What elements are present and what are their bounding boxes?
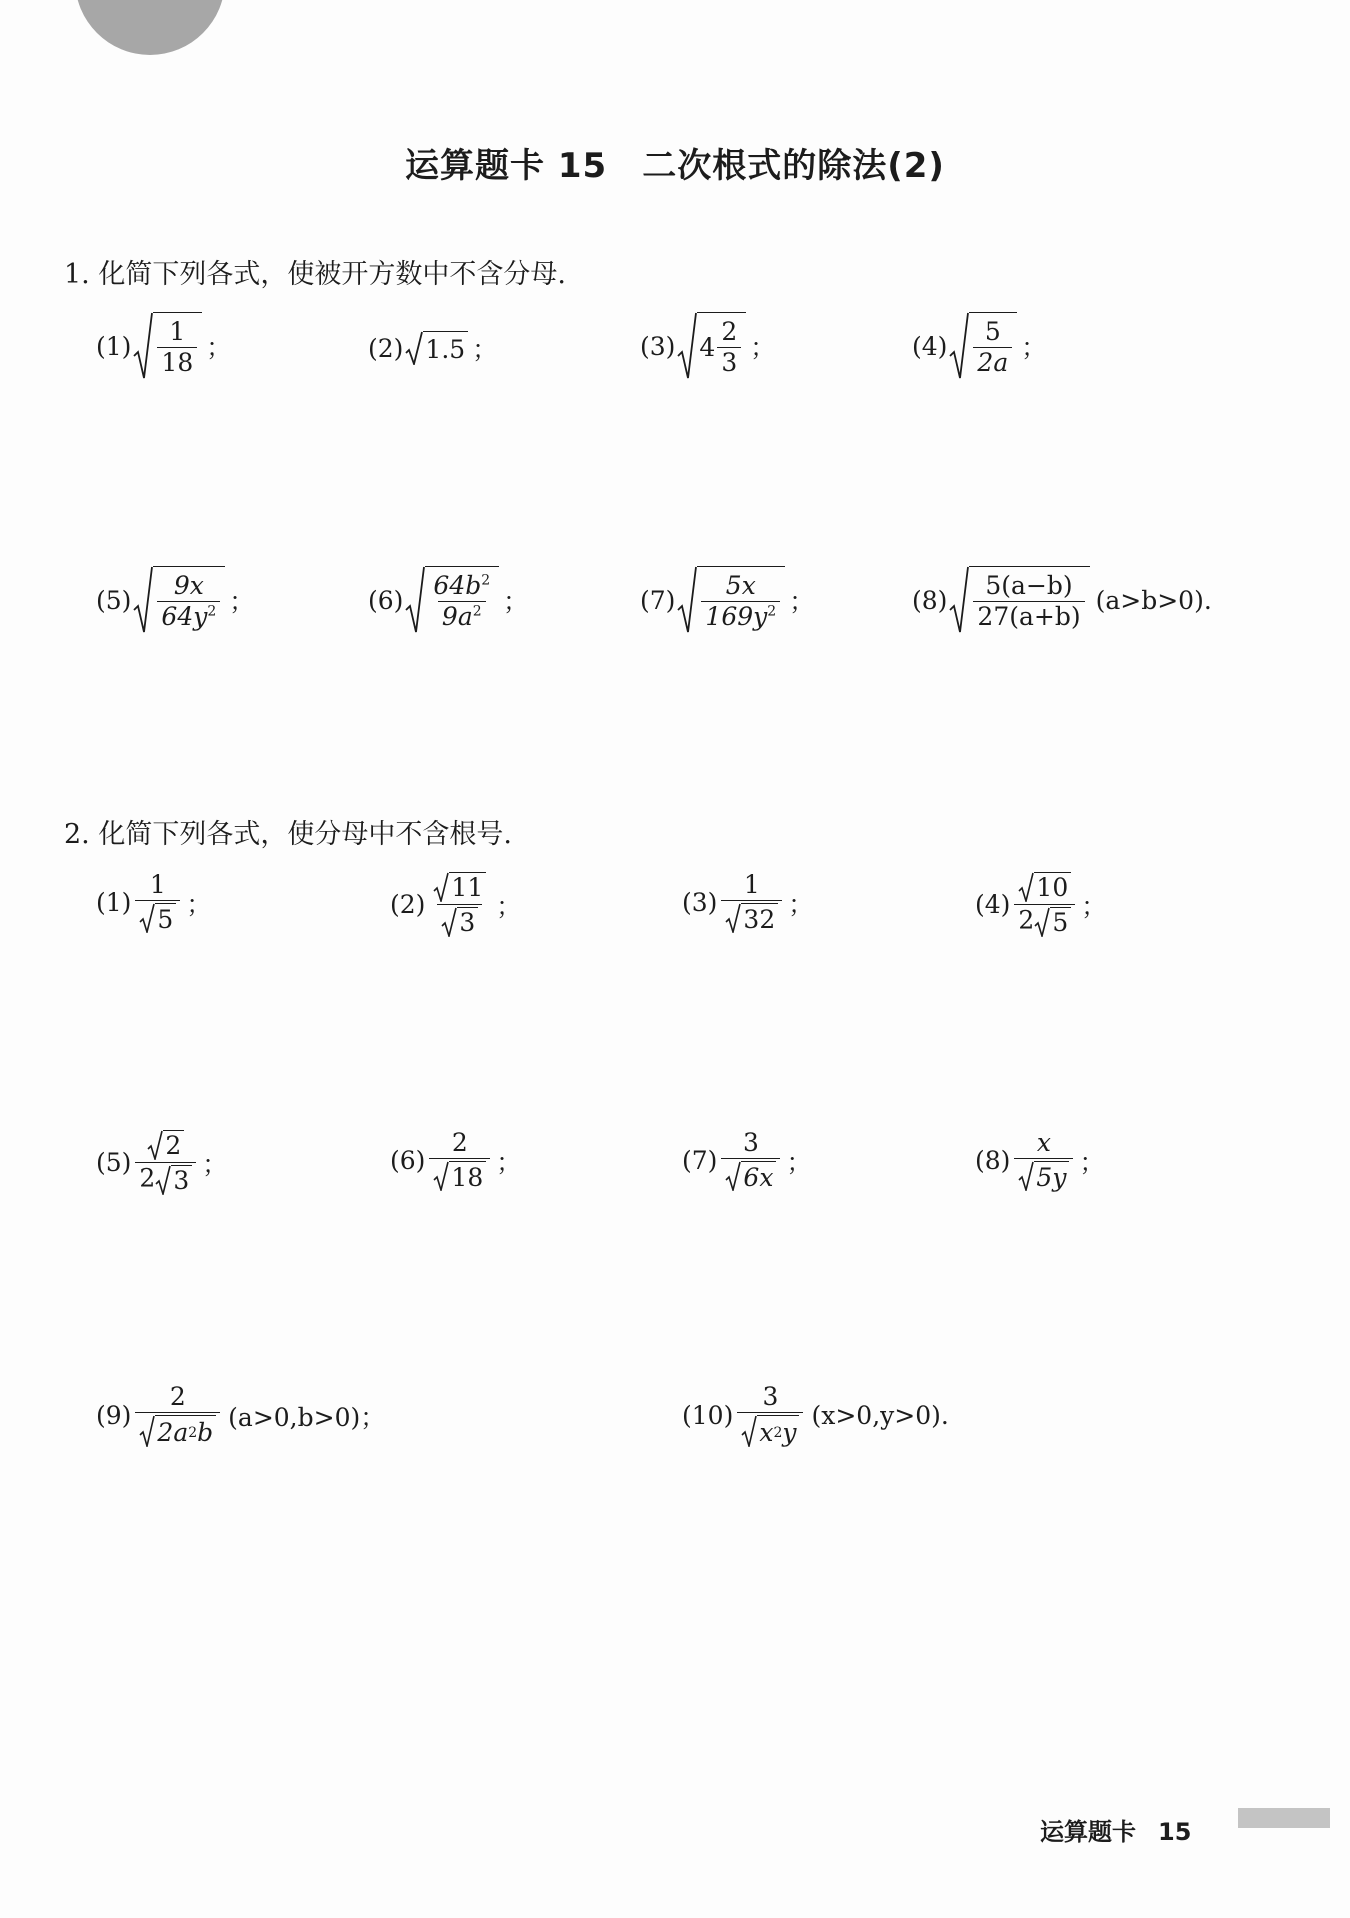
radical: 5y [1018,1161,1069,1191]
fraction: 2 2 3 [135,1130,196,1195]
problem-number: (8) [975,1146,1011,1176]
problem-number: (6) [390,1146,426,1176]
radical [949,566,1089,634]
radical: 6x [725,1161,776,1191]
section-1-heading: 1. 化简下列各式，使被开方数中不含分母. [64,259,566,290]
problem-number: (5) [96,585,132,615]
radical: 32 [725,903,778,933]
problem-2-10: (10) 3 x 2 y (x>0,y>0). [682,1382,949,1447]
problem-2-9: (9) 2 2a 2 b (a>0,b>0)； [96,1382,386,1447]
radical: 18 [433,1161,486,1191]
radical: 5 [1034,907,1071,937]
fraction: $\frac{1}{18}$ [157,319,197,377]
problem-number: (1) [96,888,132,918]
radical: 2a 2 b [139,1415,216,1447]
radical: 3 [155,1165,192,1195]
problem-2-4: (4) 10 2 5 ； [975,873,1107,938]
problem-2-5: (5) 2 2 3 ； [96,1131,228,1196]
radical [405,566,499,634]
problem-number: (3) [640,331,676,361]
problem-number: (9) [96,1401,132,1431]
problem-2-1: (1) $\frac{1}{5}$ ； [96,870,212,934]
radical: 2 [147,1130,184,1160]
fraction: 2 2a 2 b [135,1384,220,1447]
radical: x 2 y [741,1415,799,1447]
radical: 10 [1018,872,1071,902]
radical [949,312,1017,380]
problem-1-6: (6) $\frac{64b^2}{9a^2}$ ； [368,566,528,634]
page-title: 运算题卡 15 二次根式的除法(2) [405,146,945,186]
problem-2-3: (3) $\frac{1}{32}$ ； [682,870,814,934]
footer [1040,1812,1191,1847]
problem-number: (4) [912,331,948,361]
fraction [429,872,490,937]
problem-2-7: (7) $\frac{3}{6x}$ ； [682,1128,812,1192]
problem-1-1: (1) $\frac{1}{18}$ ； [96,312,231,380]
problem-number: (1) [96,331,132,361]
problem-number: (8) [912,585,948,615]
problem-number: (3) [682,888,718,918]
problem-1-7: (7) $\frac{5x}{169y^2}$ ； [640,566,814,634]
section-2-heading: 2. 化简下列各式，使分母中不含根号. [64,819,512,850]
problem-1-2: (2) 1.5 ； [368,330,497,366]
problem-number: (10) [682,1401,734,1431]
fraction: $\frac{64b^2}{9a^2}$ [433,570,491,631]
problem-2-6: (6) $\frac{2}{18}$ ； [390,1128,522,1192]
radical: 5 [139,903,176,933]
footer-label: 运算题卡 [1040,1818,1136,1846]
fraction: $\frac{1}{5}$ [135,872,180,933]
problem-number: (2) [368,333,404,363]
fraction: $\frac{3}{6x}$ [721,1130,780,1191]
edge-tab-decoration [1238,1808,1330,1828]
problem-1-3: (3) 4 $\frac{2}{3}$ ； [640,312,775,380]
corner-tab-decoration [75,0,225,55]
radical: 1.5 [405,331,468,365]
problem-2-2: (2) $\frac{11}{3}$ ； [390,873,522,938]
radical [677,566,785,634]
fraction: $\frac{5(a-b)}{27(a+b)}$ [973,573,1084,631]
radical: 3 [441,907,478,937]
radical: 11 [433,872,486,902]
problem-1-8: (8) $\frac{5(a-b)}{27(a+b)}$ (a>b>0). [912,566,1212,634]
problem-1-4: (4) $\frac{5}{2a}$ ； [912,312,1046,380]
fraction: $\frac{2}{18}$ [429,1130,490,1191]
radical: 4 $\frac{2}{3}$ [677,312,746,380]
problem-number: (4) [975,890,1011,919]
problem-number: (2) [390,890,426,919]
fraction: 3 x 2 y [737,1384,803,1447]
problem-2-8: (8) $\frac{x}{5y}$ ； [975,1128,1105,1192]
problem-1-5: (5) $\frac{9x}{64y^2}$ ； [96,566,254,634]
fraction: $\frac{1}{32}$ [721,872,782,933]
fraction: 10 2 5 [1014,872,1075,937]
fraction: $\frac{5}{2a}$ [973,319,1012,377]
fraction: $\frac{5x}{169y^2}$ [701,573,780,631]
fraction: $\frac{x}{5y}$ [1014,1130,1073,1191]
fraction: $\frac{2}{3}$ [717,319,741,377]
problem-number: (7) [682,1146,718,1176]
radical [133,312,202,380]
problem-number: (6) [368,585,404,615]
fraction: $\frac{9x}{64y^2}$ [157,573,220,631]
problem-number: (7) [640,585,676,615]
page-number: 15 [1158,1818,1192,1846]
problem-number: (5) [96,1148,132,1177]
radical [133,566,225,634]
